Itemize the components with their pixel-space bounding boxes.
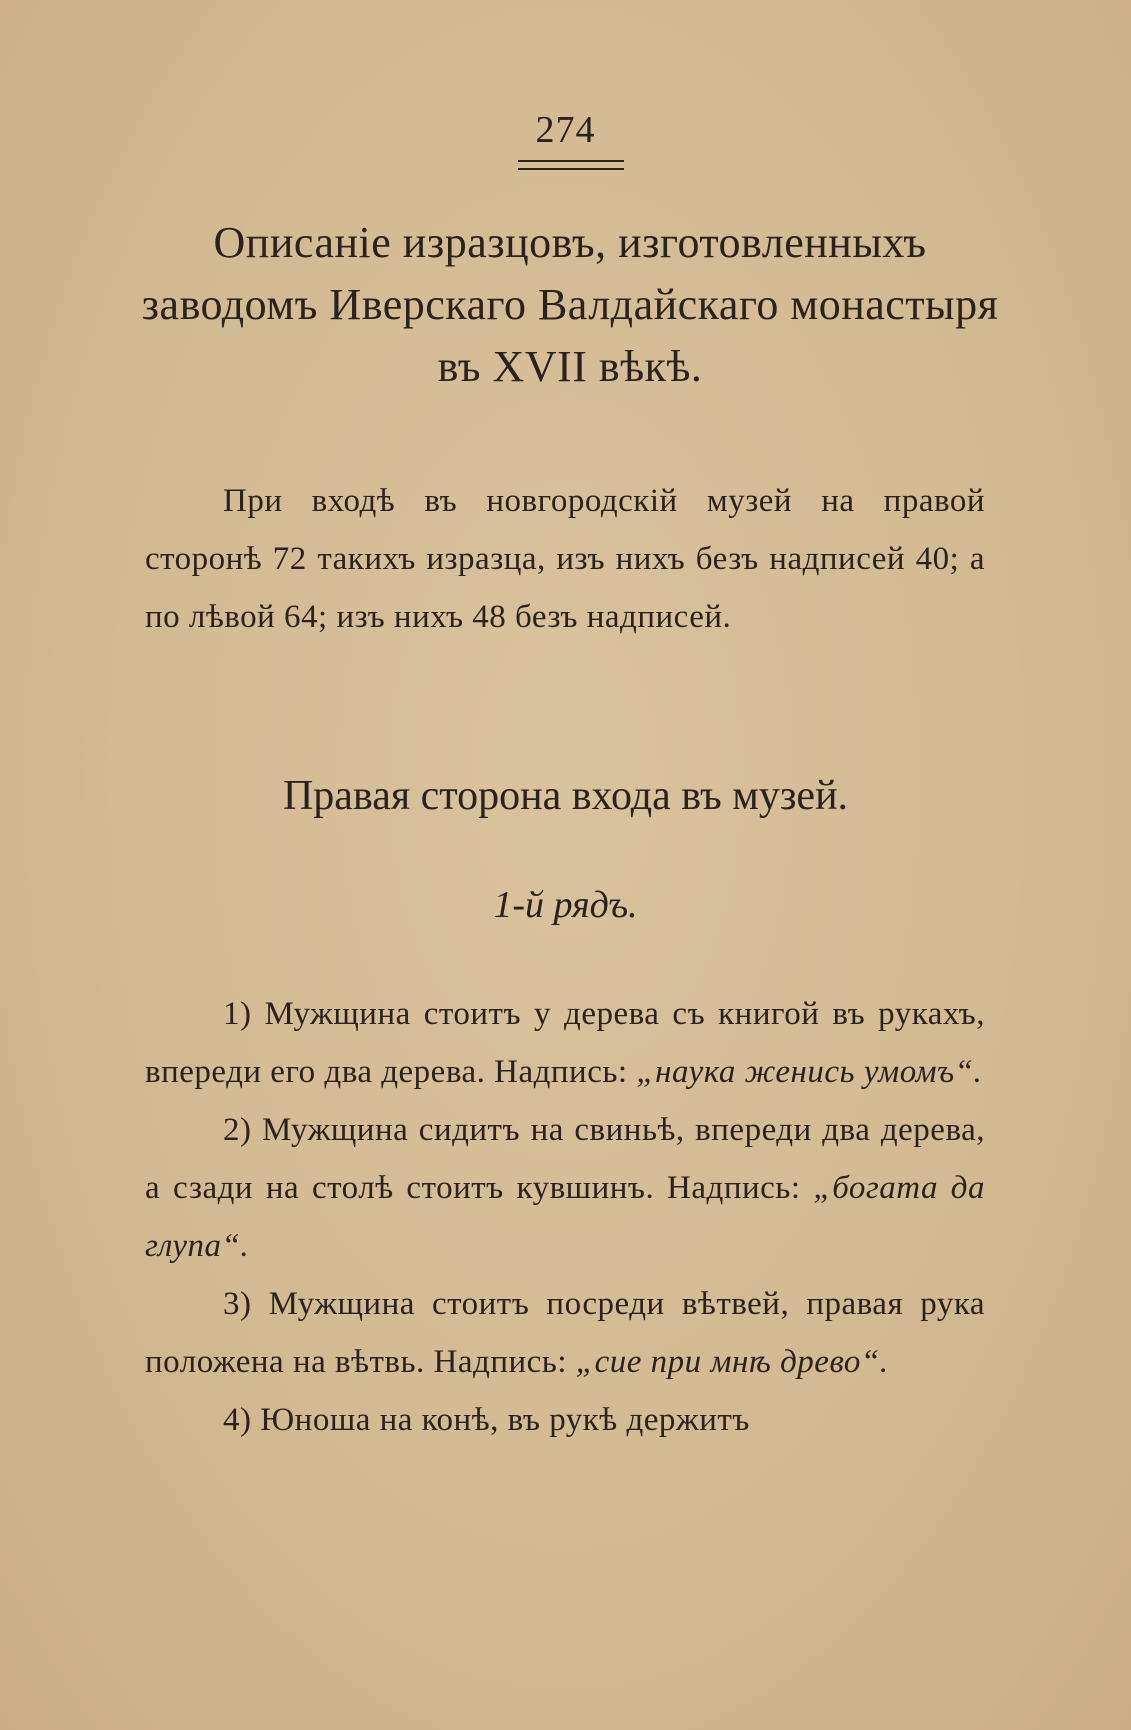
section-heading: Правая сторона входа въ музей. [282, 773, 849, 819]
row-heading: 1-й рядъ. [493, 884, 638, 926]
page-number-double-rule [518, 160, 624, 170]
entry-3 [145, 1275, 985, 1391]
entry-1-inscription: „наука женись умомъ“. [636, 1054, 983, 1090]
entry-3-inscription: „сие при мнѣ древо“. [575, 1344, 889, 1380]
page-number: 274 [535, 109, 596, 151]
entry-4-text: 4) Юноша на конѣ, въ рукѣ держитъ [223, 1402, 750, 1438]
entry-1 [145, 985, 985, 1101]
entry-4 [145, 1391, 985, 1449]
intro-paragraph: При входѣ въ новгородскій музей на правой сторонѣ 72 такихъ изразца, изъ нихъ безъ надписей 40; а по лѣвой 64; изъ нихъ 48 безъ надписей. [145, 483, 985, 635]
entry-2 [145, 1101, 985, 1275]
entry-2-text: 2) Мужщина сидитъ на свиньѣ, впереди два дерева, а сзади на столѣ стоитъ кувшинъ. Надпись: [145, 1112, 985, 1206]
entry-list [145, 985, 985, 1449]
page-title: Описаніе изразцовъ, изготовленныхъ заводомъ Иверскаго Валдайскаго монастыря въ XVII вѣкѣ. [141, 218, 999, 391]
entry-2-inscription: „богата да глупа“. [145, 1170, 985, 1264]
entry-1-text: 1) Мужщина стоитъ у дерева съ книгой въ рукахъ, впереди его два дерева. Надпись: [145, 996, 985, 1090]
entry-3-text: 3) Мужщина стоитъ посреди вѣтвей, правая рука положена на вѣтвь. Надпись: [145, 1286, 985, 1380]
